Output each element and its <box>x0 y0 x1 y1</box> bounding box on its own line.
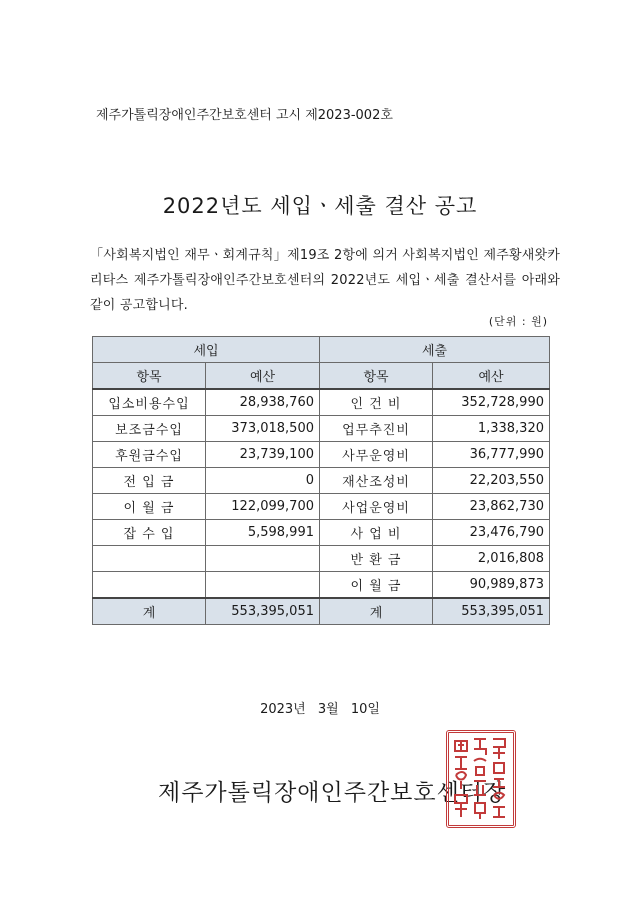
income-amount <box>206 572 320 599</box>
expense-amount: 36,777,990 <box>433 442 550 468</box>
income-item <box>93 572 206 599</box>
expense-item: 인 건 비 <box>320 389 433 416</box>
expense-item: 사무운영비 <box>320 442 433 468</box>
income-total-amount: 553,395,051 <box>206 598 320 625</box>
expense-item: 이 월 금 <box>320 572 433 599</box>
page-title: 2022년도 세입ㆍ세출 결산 공고 <box>162 194 478 218</box>
income-item-header: 항목 <box>93 363 206 390</box>
income-item: 입소비용수입 <box>93 389 206 416</box>
expense-amount: 23,476,790 <box>433 520 550 546</box>
settlement-table <box>92 336 550 625</box>
income-amount: 122,099,700 <box>206 494 320 520</box>
official-seal-icon <box>446 730 516 828</box>
table-row <box>93 389 550 416</box>
expense-total-amount: 553,395,051 <box>433 598 550 625</box>
income-amount: 0 <box>206 468 320 494</box>
expense-amount: 352,728,990 <box>433 389 550 416</box>
expense-amount: 23,862,730 <box>433 494 550 520</box>
table-row <box>93 494 550 520</box>
income-total-label: 계 <box>93 598 206 625</box>
organization-name: 제주가톨릭장애인주간보호센터장 <box>158 780 507 806</box>
notice-number: 제주가톨릭장애인주간보호센터 고시 제2023-002호 <box>96 108 393 123</box>
unit-label: (단위 : 원) <box>488 315 548 328</box>
income-amount: 373,018,500 <box>206 416 320 442</box>
income-item: 보조금수입 <box>93 416 206 442</box>
table-row <box>93 546 550 572</box>
expense-item: 재산조성비 <box>320 468 433 494</box>
income-item <box>93 546 206 572</box>
expense-header: 세출 <box>320 337 550 363</box>
income-item: 이 월 금 <box>93 494 206 520</box>
expense-item: 업무추진비 <box>320 416 433 442</box>
income-budget-header: 예산 <box>206 363 320 390</box>
expense-amount: 2,016,808 <box>433 546 550 572</box>
notice-body: 「사회복지법인 재무ㆍ회계규칙」제19조 2항에 의거 사회복지법인 제주황새왓카리타스 제주가톨릭장애인주간보호센터의 2022년도 세입ㆍ세출 결산서를 아래와 같이 공고합니다. <box>90 248 560 313</box>
expense-item: 사 업 비 <box>320 520 433 546</box>
total-row <box>93 598 550 625</box>
expense-amount: 90,989,873 <box>433 572 550 599</box>
expense-amount: 22,203,550 <box>433 468 550 494</box>
table-row <box>93 572 550 599</box>
table-row <box>93 442 550 468</box>
income-item: 후원금수입 <box>93 442 206 468</box>
expense-budget-header: 예산 <box>433 363 550 390</box>
table-row <box>93 520 550 546</box>
income-amount <box>206 546 320 572</box>
income-item: 잡 수 입 <box>93 520 206 546</box>
expense-amount: 1,338,320 <box>433 416 550 442</box>
expense-item: 반 환 금 <box>320 546 433 572</box>
income-header: 세입 <box>93 337 320 363</box>
income-amount: 5,598,991 <box>206 520 320 546</box>
income-amount: 23,739,100 <box>206 442 320 468</box>
income-amount: 28,938,760 <box>206 389 320 416</box>
income-item: 전 입 금 <box>93 468 206 494</box>
expense-item-header: 항목 <box>320 363 433 390</box>
notice-date: 2023년 3월 10일 <box>260 702 380 717</box>
table-row <box>93 416 550 442</box>
expense-item: 사업운영비 <box>320 494 433 520</box>
expense-total-label: 계 <box>320 598 433 625</box>
table-row <box>93 468 550 494</box>
